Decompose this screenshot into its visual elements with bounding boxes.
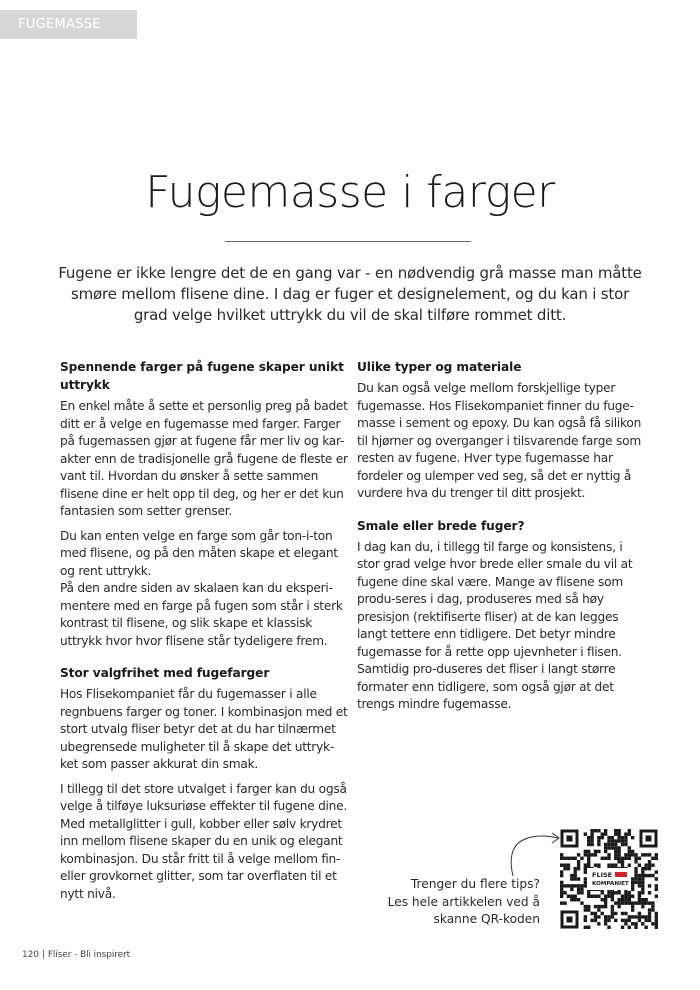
body-paragraph: I tillegg til det store utvalget i farger kan du også velge å tilføye luksuriøse effekter til fugene dine. Med metallglitter i gull, kobber eller sølv krydret inn mellom flisene skaper du en unik og elegant kombinasjon. Du står fritt til å velge mellom fin-eller grovkornet glitter, som tar overflaten til et nytt nivå. — [60, 781, 348, 901]
body-paragraph: Du kan også velge mellom forskjellige typer fugemasse. Hos Flisekompaniet finner du fuge-masse i sement og epoxy. Du kan også få silikon til hjørner og overganger i tilsvarende farge som resten av fugene. Hver type fugemasse har fordeler og ulemper ved seg, så det er nyttig å vurdere hva du trenger til ditt prosjekt. — [357, 381, 642, 500]
section-heading: Stor valgfrihet med fugefarger — [60, 666, 270, 680]
left-column — [60, 358, 352, 903]
section-heading: Spennende farger på fugene skaper unikt uttrykk — [60, 360, 344, 392]
publication-name: Fliser - Bli inspirert — [47, 950, 131, 960]
body-paragraph: Hos Flisekompaniet får du fugemasser i alle regnbuens farger og toner. I kombinasjon med et stort utvalg fliser betyr det at du har tilnærmet ubegrensede muligheter til å skape det uttryk-ket som passer akkurat din smak. — [60, 687, 348, 771]
page-title: Fugemasse i farger — [145, 167, 555, 218]
section-heading: Ulike typer og materiale — [357, 360, 522, 374]
logo-red-block — [615, 872, 627, 877]
page-footer — [22, 950, 130, 960]
right-column — [357, 358, 647, 714]
curved-arrow-icon — [505, 828, 565, 878]
body-paragraph: En enkel måte å sette et personlig preg på badet ditt er å velge en fugemasse med farger. Farger på fugemassen gjør at fugene får mer liv og kar-akter enn de tradisjonelle grå fugene de fleste er vant til. Hvordan du ønsker å sette sammen flisene dine er helt opp til deg, og her er det kun fantasien som setter grenser. — [60, 399, 348, 518]
qr-logo-line1: FLISE — [592, 871, 613, 879]
lead-paragraph: Fugene er ikke lengre det de en gang var - en nødvendig grå masse man måtte smøre mellom flisene dine. I dag er fuger et designelement, og du kan i stor grad velge hvilket uttrykk du vil de skal tilføre rommet ditt. — [58, 264, 642, 324]
title-divider — [225, 241, 471, 242]
qr-logo-line2: KOMPANIET — [592, 881, 629, 887]
page-number: 120 — [22, 950, 39, 960]
section-heading: Smale eller brede fuger? — [357, 518, 525, 533]
qr-code[interactable] — [560, 829, 658, 929]
qr-tip-text: Trenger du flere tips? Les hele artikkelen ved å skanne QR-koden — [387, 877, 540, 926]
footer-separator: | — [41, 950, 45, 960]
body-paragraph: Du kan enten velge en farge som går ton-i-ton med flisene, og på den måten skape et elegant og rent uttrykk. På den andre siden av skalaen kan du eksperi-mentere med en farge på fugen som står i sterk kontrast til flisene, og slik skape et klassisk uttrykk hvor hvor flisene står tydeligere frem. — [60, 528, 343, 648]
body-paragraph: I dag kan du, i tillegg til farge og konsistens, i stor grad velge hvor brede eller smale du vil at fugene dine skal være. Mange av flisene som produ-seres i dag, produseres med så høy presisjon (rektifiserte fliser) at de kan legges langt tettere enn tidligere. Det betyr mindre fugemasse for å rette opp ujevnheter i flisen. Samtidig pro-duseres det fliser i langt større formater enn tidligere, som også gjør at det trengs mindre fugemasse. — [357, 539, 633, 711]
section-tag: FUGEMASSE — [0, 10, 137, 39]
